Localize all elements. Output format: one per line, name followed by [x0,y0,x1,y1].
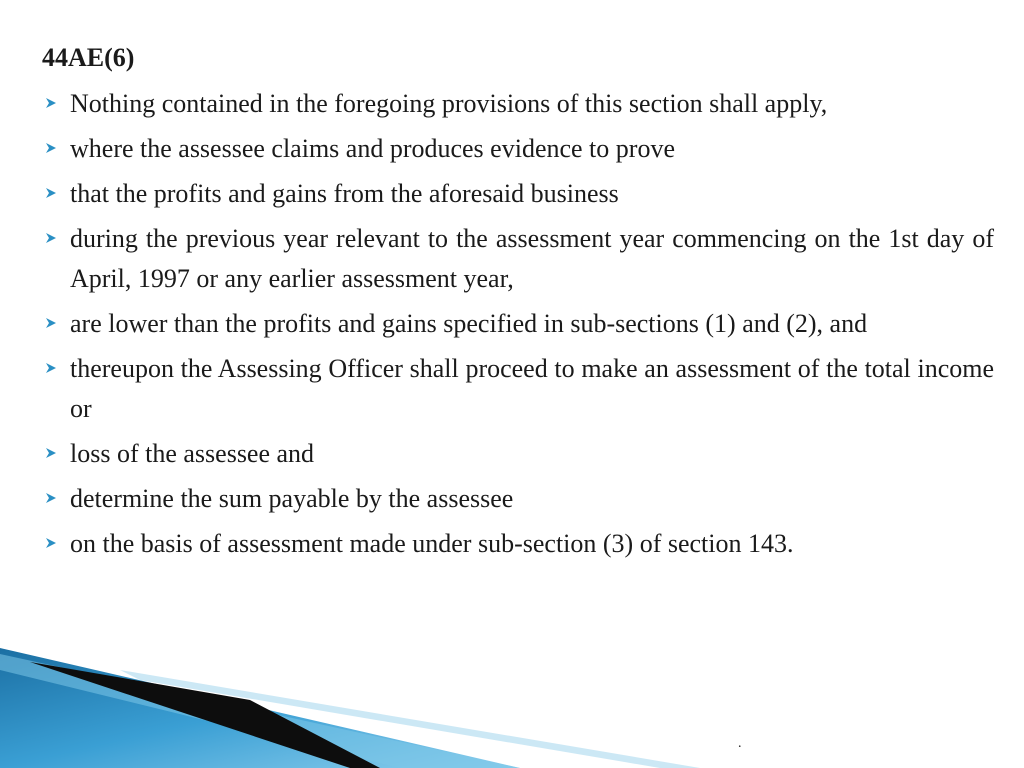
arrow-bullet-icon [44,446,58,460]
section-heading: 44AE(6) [42,43,135,72]
bullet-item [42,524,994,564]
bullet-text: during the previous year relevant to the assessment year commencing on the 1st day of April, 1997 or any earlier assessment year, [70,224,994,293]
bullet-text: loss of the assessee and [70,439,315,468]
bullet-text: on the basis of assessment made under sub-section (3) of section 143. [70,529,794,558]
bullet-text: are lower than the profits and gains specified in sub-sections (1) and (2), and [70,309,868,338]
arrow-bullet-icon [44,361,58,375]
arrow-bullet-icon [44,186,58,200]
bullet-item [42,479,994,519]
bullet-text: thereupon the Assessing Officer shall proceed to make an assessment of the total income or [70,354,994,423]
bullet-item [42,219,994,299]
bullet-item [42,304,994,344]
bullet-text: where the assessee claims and produces evidence to prove [70,134,675,163]
footer-mark: . [738,736,742,751]
arrow-bullet-icon [44,231,58,245]
arrow-bullet-icon [44,141,58,155]
bullet-item [42,349,994,429]
arrow-bullet-icon [44,316,58,330]
bullet-item [42,434,994,474]
arrow-bullet-icon [44,536,58,550]
decorative-swoosh [0,640,1024,768]
arrow-bullet-icon [44,96,58,110]
bullet-text: that the profits and gains from the aforesaid business [70,179,619,208]
bullet-text: determine the sum payable by the assessee [70,484,514,513]
arrow-bullet-icon [44,491,58,505]
bullet-text: Nothing contained in the foregoing provisions of this section shall apply, [70,89,828,118]
bullet-item [42,174,994,214]
bullet-item [42,129,994,169]
bullet-list [42,84,994,569]
bullet-item [42,84,994,124]
